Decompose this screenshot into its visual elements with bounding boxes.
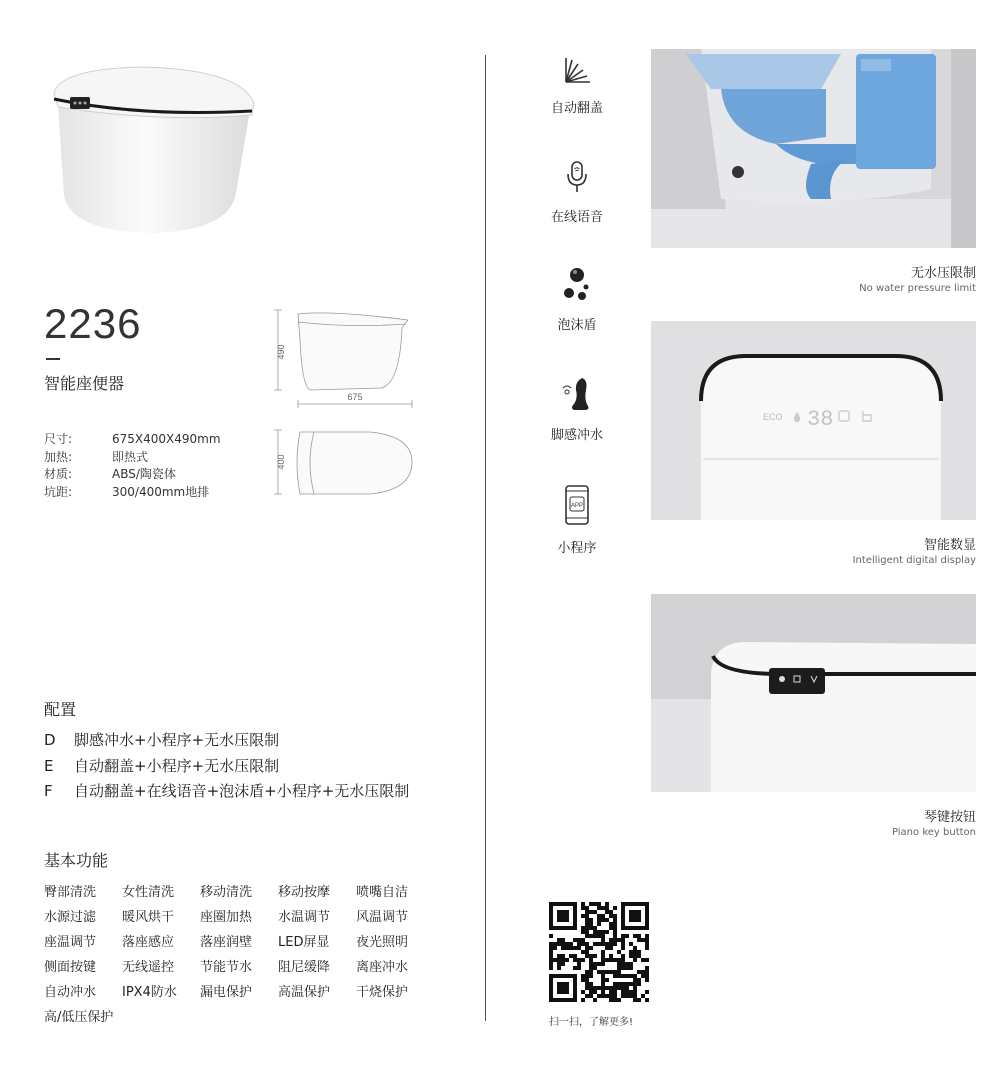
config-letter: E (44, 756, 54, 775)
function-item: 水源过滤 (44, 910, 97, 925)
config-text: 脚感冲水+小程序+无水压限制 (74, 731, 280, 749)
function-item: 落座润壁 (200, 935, 253, 950)
spec-row (44, 448, 221, 466)
function-item: 移动按摩 (278, 885, 331, 900)
function-item: 暖风烘干 (122, 910, 175, 925)
function-item: 落座感应 (122, 935, 175, 950)
function-item: 座圈加热 (200, 910, 253, 925)
config-row (44, 755, 409, 781)
config-row (44, 780, 409, 806)
config-list (44, 729, 409, 806)
function-item: 水温调节 (278, 910, 331, 925)
svg-text:APP: APP (570, 503, 584, 509)
caption-cn: 琴键按钮 (923, 810, 976, 825)
feature-mini-app (536, 485, 618, 556)
display-eco: ECO (763, 412, 783, 422)
microphone-icon (562, 160, 592, 194)
config-row (44, 729, 409, 755)
column-divider (485, 55, 486, 1021)
spec-list (44, 430, 221, 500)
config-letter: F (44, 782, 53, 800)
function-item: 节能节水 (200, 960, 253, 975)
function-item: 侧面按键 (44, 960, 97, 975)
photo-water-tank (651, 49, 976, 248)
function-item: 高温保护 (278, 985, 331, 1000)
dim-length: 675 (347, 392, 363, 402)
qr-caption: 扫一扫，了解更多! (549, 1017, 634, 1028)
foot-sensor-icon (562, 376, 592, 412)
function-item: 阻尼缓降 (278, 960, 331, 975)
feature-label: 泡沫盾 (557, 318, 597, 333)
config-title: 配置 (44, 700, 77, 719)
function-item: LED屏显 (278, 935, 330, 950)
caption-en: No water pressure limit (859, 283, 976, 294)
function-item: 女性清洗 (122, 885, 175, 900)
auto-lid-icon (562, 55, 592, 85)
function-item: 干烧保护 (356, 985, 409, 1000)
config-letter: D (44, 731, 56, 749)
feature-foam (536, 266, 618, 333)
function-item: 风温调节 (356, 910, 409, 925)
feature-auto-lid (536, 55, 618, 116)
spec-key: 坑距: (44, 484, 73, 499)
product-name: 智能座便器 (44, 374, 125, 393)
spec-key: 尺寸: (44, 432, 73, 446)
app-phone-icon (562, 485, 592, 525)
spec-value: 即热式 (112, 449, 149, 464)
spec-key: 材质: (44, 467, 73, 481)
function-item: 臀部清洗 (44, 885, 97, 900)
feature-label: 小程序 (557, 541, 597, 556)
photo-piano-buttons (651, 594, 976, 792)
function-item: 喷嘴自洁 (356, 885, 409, 900)
function-item: 无线遥控 (122, 960, 175, 975)
feature-label: 脚感冲水 (550, 428, 603, 443)
product-photo (40, 55, 270, 245)
function-item: 高/低压保护 (44, 1010, 114, 1025)
function-item: 夜光照明 (356, 935, 409, 950)
dim-height: 490 (276, 344, 286, 360)
spec-row (44, 483, 221, 501)
dim-width: 400 (276, 454, 286, 470)
function-item: 离座冲水 (356, 960, 409, 975)
spec-row (44, 465, 221, 483)
caption-cn: 智能数显 (923, 538, 976, 553)
function-item: 移动清洗 (200, 885, 253, 900)
feature-label: 自动翻盖 (550, 101, 603, 116)
functions-title: 基本功能 (44, 851, 109, 870)
feature-label: 在线语音 (550, 210, 603, 225)
qr-code[interactable] (549, 902, 649, 1002)
spec-value: ABS/陶瓷体 (112, 467, 176, 481)
dimension-drawing (270, 300, 420, 505)
photo-digital-display (651, 321, 976, 520)
foam-bubbles-icon (562, 266, 592, 302)
functions-grid (44, 881, 444, 1031)
caption-cn: 无水压限制 (910, 266, 976, 281)
feature-voice (536, 160, 618, 225)
config-text: 自动翻盖+在线语音+泡沫盾+小程序+无水压限制 (74, 782, 410, 800)
function-item: 漏电保护 (200, 985, 253, 1000)
config-text: 自动翻盖+小程序+无水压限制 (74, 756, 280, 775)
function-item: 自动冲水 (44, 985, 97, 1000)
feature-foot-flush (536, 376, 618, 443)
title-dash (46, 358, 60, 360)
display-temperature: 38 (807, 407, 834, 432)
spec-row (44, 430, 221, 448)
spec-value: 675X400X490mm (112, 432, 221, 446)
model-number: 2236 (44, 300, 142, 347)
function-item: 座温调节 (44, 935, 97, 950)
caption-en: Intelligent digital display (852, 555, 976, 566)
function-item: IPX4防水 (122, 985, 177, 1000)
spec-value: 300/400mm地排 (112, 484, 210, 499)
caption-en: Piano key button (891, 827, 976, 838)
spec-key: 加热: (44, 449, 73, 464)
